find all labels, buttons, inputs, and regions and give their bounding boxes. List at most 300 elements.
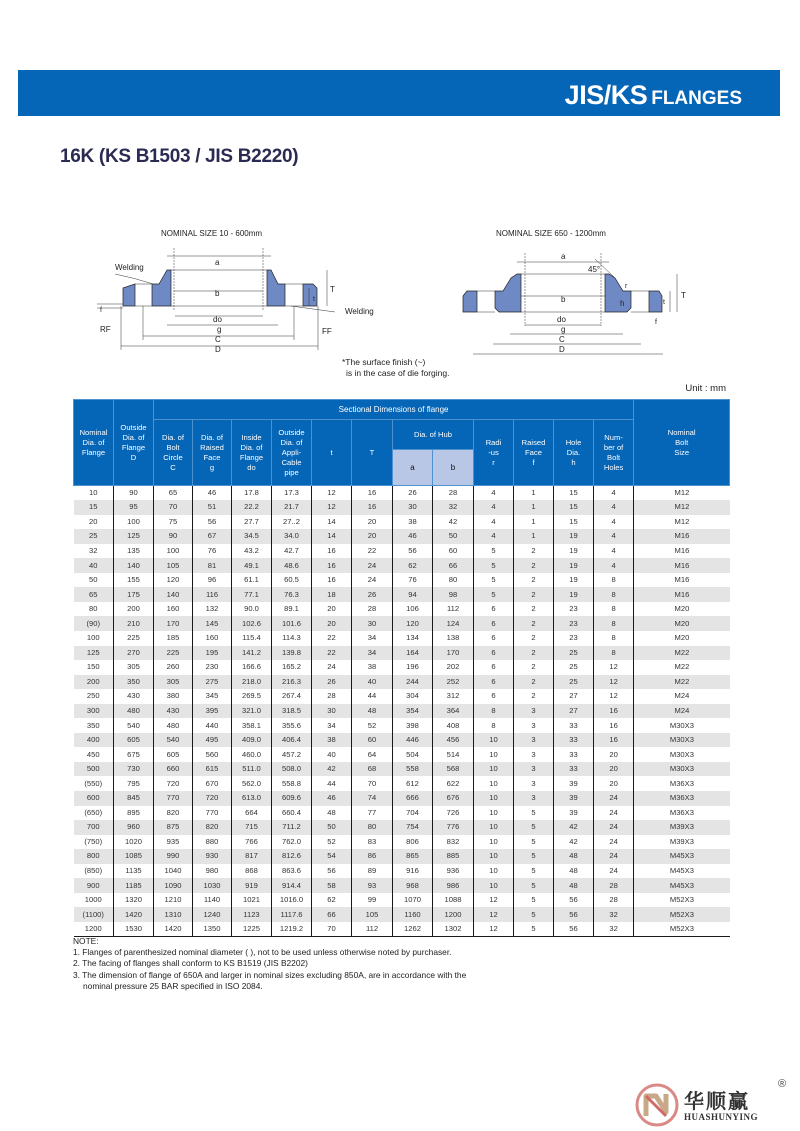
table-row (74, 558, 730, 573)
table-cell: 395 (193, 704, 232, 719)
table-cell: 112 (352, 922, 393, 937)
table-cell: 1117.6 (272, 907, 312, 922)
table-cell: 10 (474, 776, 514, 791)
table-cell: 202 (433, 660, 474, 675)
table-cell: 51 (193, 500, 232, 515)
table-cell: 19 (554, 529, 594, 544)
table-cell: 50 (312, 820, 352, 835)
table-cell: 89 (352, 864, 393, 879)
table-row (74, 704, 730, 719)
table-cell: 558.8 (272, 776, 312, 791)
table-cell: 2 (514, 660, 554, 675)
table-cell: 762.0 (272, 835, 312, 850)
table-cell: 24 (594, 820, 634, 835)
svg-text:T: T (330, 285, 335, 294)
svg-text:D: D (559, 345, 565, 354)
table-cell: 65 (74, 587, 114, 602)
table-cell: 100 (154, 544, 193, 559)
table-cell: M52X3 (634, 893, 730, 908)
table-cell: 914.4 (272, 878, 312, 893)
table-cell: 2 (514, 587, 554, 602)
table-cell: 5 (474, 544, 514, 559)
table-cell: 22 (312, 646, 352, 661)
table-cell: 56 (554, 893, 594, 908)
surface-finish-note (342, 357, 449, 379)
table-cell: 10 (474, 806, 514, 821)
table-cell: 15 (554, 515, 594, 530)
table-cell: 112 (433, 602, 474, 617)
table-cell: 10 (474, 762, 514, 777)
page-title: 16K (KS B1503 / JIS B2220) (60, 146, 299, 167)
table-cell: 80 (74, 602, 114, 617)
table-cell: 275 (193, 675, 232, 690)
table-cell: 28 (433, 486, 474, 501)
table-cell: 358.1 (232, 718, 272, 733)
table-row (74, 806, 730, 821)
table-cell: 5 (514, 907, 554, 922)
svg-text:g: g (561, 325, 566, 334)
table-cell: 605 (114, 733, 154, 748)
table-cell: 94 (393, 587, 433, 602)
table-cell: 100 (114, 515, 154, 530)
table-cell: 244 (393, 675, 433, 690)
table-cell: M30X3 (634, 762, 730, 777)
table-cell: 1200 (433, 907, 474, 922)
table-cell: 50 (433, 529, 474, 544)
table-cell: 16 (312, 573, 352, 588)
table-cell: 15 (554, 486, 594, 501)
table-cell: 139.8 (272, 646, 312, 661)
table-cell: 450 (74, 747, 114, 762)
table-cell: (750) (74, 835, 114, 850)
svg-text:C: C (559, 335, 565, 344)
table-cell: 134 (393, 631, 433, 646)
table-cell: 355.6 (272, 718, 312, 733)
company-logo (632, 1080, 797, 1130)
col-raised-face-f: Raised Face f (514, 420, 554, 486)
table-cell: 48 (554, 849, 594, 864)
table-cell: 820 (193, 820, 232, 835)
table-cell: 612 (393, 776, 433, 791)
table-cell: 260 (154, 660, 193, 675)
table-cell: M30X3 (634, 747, 730, 762)
table-cell: 806 (393, 835, 433, 850)
table-cell: 968 (393, 878, 433, 893)
col-outside-dia-d: Outside Dia. of Flange D (114, 400, 154, 486)
table-row (74, 791, 730, 806)
table-cell: 6 (474, 616, 514, 631)
table-cell: 754 (393, 820, 433, 835)
table-cell: 75 (154, 515, 193, 530)
table-cell: 664 (232, 806, 272, 821)
table-cell: 919 (232, 878, 272, 893)
table-cell: 3 (514, 762, 554, 777)
table-cell: 32 (433, 500, 474, 515)
table-cell: 6 (474, 631, 514, 646)
table-cell: 24 (312, 660, 352, 675)
table-cell: 1135 (114, 864, 154, 879)
table-cell: 730 (114, 762, 154, 777)
table-cell: 770 (193, 806, 232, 821)
col-outside-dia-pipe: Outside Dia. of Appli- Cable pipe (272, 420, 312, 486)
table-cell: 70 (352, 776, 393, 791)
banner-title-main: JIS/KS (564, 80, 648, 110)
table-cell: 1 (514, 486, 554, 501)
table-cell: 4 (594, 558, 634, 573)
table-cell: 62 (393, 558, 433, 573)
table-cell: 817 (232, 849, 272, 864)
table-cell: 48 (312, 806, 352, 821)
table-cell: 225 (154, 646, 193, 661)
table-cell: 700 (74, 820, 114, 835)
table-cell: 615 (193, 762, 232, 777)
table-cell: 406.4 (272, 733, 312, 748)
table-cell: 34 (352, 631, 393, 646)
table-cell: 4 (594, 486, 634, 501)
table-row (74, 718, 730, 733)
table-cell: M22 (634, 675, 730, 690)
table-row (74, 675, 730, 690)
table-cell: M22 (634, 646, 730, 661)
table-cell: (850) (74, 864, 114, 879)
table-cell: 10 (74, 486, 114, 501)
table-cell: 558 (393, 762, 433, 777)
table-cell: 1 (514, 515, 554, 530)
table-cell: M36X3 (634, 791, 730, 806)
table-cell: 70 (312, 922, 352, 937)
table-cell: 17.8 (232, 486, 272, 501)
svg-text:r: r (625, 283, 628, 290)
table-cell: 60 (433, 544, 474, 559)
header-banner (18, 70, 780, 116)
table-cell: 1262 (393, 922, 433, 937)
table-cell: M45X3 (634, 849, 730, 864)
table-cell: 514 (433, 747, 474, 762)
table-cell: M20 (634, 602, 730, 617)
table-cell: 76 (193, 544, 232, 559)
table-cell: 560 (193, 747, 232, 762)
col-hub-b: b (433, 450, 474, 486)
surface-note-line-1: *The surface finish (~) (342, 357, 426, 367)
table-cell: 93 (352, 878, 393, 893)
table-cell: 304 (393, 689, 433, 704)
table-cell: 8 (594, 616, 634, 631)
table-cell: 24 (594, 806, 634, 821)
table-cell: 8 (594, 646, 634, 661)
table-cell: 2 (514, 558, 554, 573)
table-cell: 77 (352, 806, 393, 821)
col-hole-dia-h: Hole Dia. h (554, 420, 594, 486)
svg-text:b: b (561, 295, 566, 304)
table-cell: 27 (554, 689, 594, 704)
table-cell: 5 (514, 806, 554, 821)
table-cell: 40 (352, 675, 393, 690)
table-cell: 776 (433, 820, 474, 835)
table-cell: 24 (594, 835, 634, 850)
table-cell: M52X3 (634, 907, 730, 922)
table-cell: 80 (352, 820, 393, 835)
svg-text:FF: FF (322, 327, 332, 336)
table-cell: 456 (433, 733, 474, 748)
table-cell: 460.0 (232, 747, 272, 762)
diagram-caption-large: NOMINAL SIZE 650 - 1200mm (496, 229, 606, 238)
table-cell: 114.3 (272, 631, 312, 646)
svg-text:f: f (655, 319, 657, 326)
table-cell: 216.3 (272, 675, 312, 690)
table-cell: M20 (634, 631, 730, 646)
table-cell: 770 (154, 791, 193, 806)
table-cell: 23 (554, 616, 594, 631)
table-row (74, 893, 730, 908)
table-cell: 1 (514, 529, 554, 544)
table-cell: 125 (114, 529, 154, 544)
table-cell: 2 (514, 631, 554, 646)
table-cell: 16 (352, 500, 393, 515)
table-row (74, 733, 730, 748)
table-cell: 60.5 (272, 573, 312, 588)
table-cell: (1100) (74, 907, 114, 922)
table-cell: 160 (193, 631, 232, 646)
table-cell: 33 (554, 762, 594, 777)
table-cell: 2 (514, 616, 554, 631)
flange-diagram-large (455, 226, 705, 356)
col-t: t (312, 420, 352, 486)
table-cell: 10 (474, 747, 514, 762)
table-cell: 269.5 (232, 689, 272, 704)
table-cell: 21.7 (272, 500, 312, 515)
table-cell: 39 (554, 806, 594, 821)
table-cell: 64 (352, 747, 393, 762)
table-row (74, 849, 730, 864)
table-cell: 6 (474, 689, 514, 704)
table-cell: 150 (74, 660, 114, 675)
table-cell: 305 (154, 675, 193, 690)
table-cell: M30X3 (634, 733, 730, 748)
table-cell: 880 (193, 835, 232, 850)
table-row (74, 573, 730, 588)
table-cell: 930 (193, 849, 232, 864)
table-cell: 20 (594, 776, 634, 791)
flange-cross-section-icon (95, 226, 375, 356)
table-cell: 62 (312, 893, 352, 908)
table-cell: 68 (352, 762, 393, 777)
table-cell: 115.4 (232, 631, 272, 646)
table-cell: 16 (594, 718, 634, 733)
table-cell: 48.6 (272, 558, 312, 573)
table-cell: 90 (154, 529, 193, 544)
table-cell: 568 (433, 762, 474, 777)
table-cell: 4 (594, 500, 634, 515)
table-cell: 270 (114, 646, 154, 661)
table-cell: 39 (554, 791, 594, 806)
table-cell: 4 (474, 500, 514, 515)
table-cell: 44 (352, 689, 393, 704)
table-cell: 2 (514, 573, 554, 588)
table-cell: 345 (193, 689, 232, 704)
table-row (74, 747, 730, 762)
table-cell: 81 (193, 558, 232, 573)
table-cell: 267.4 (272, 689, 312, 704)
table-cell: 32 (74, 544, 114, 559)
table-cell: 30 (312, 704, 352, 719)
table-cell: 20 (594, 747, 634, 762)
table-cell: 17.3 (272, 486, 312, 501)
table-cell: 52 (312, 835, 352, 850)
table-cell: 96 (193, 573, 232, 588)
flange-cross-section-large-icon (455, 226, 705, 356)
table-cell: 170 (433, 646, 474, 661)
svg-text:do: do (213, 315, 222, 324)
table-cell: 10 (474, 835, 514, 850)
svg-text:do: do (557, 315, 566, 324)
table-cell: 5 (514, 878, 554, 893)
unit-label: Unit : mm (685, 383, 726, 394)
table-cell: 22 (352, 544, 393, 559)
table-cell: 33 (554, 747, 594, 762)
svg-text:b: b (215, 289, 220, 298)
table-cell: M39X3 (634, 835, 730, 850)
table-cell: 124 (433, 616, 474, 631)
table-cell: 38 (312, 733, 352, 748)
table-cell: 27.7 (232, 515, 272, 530)
table-cell: 1070 (393, 893, 433, 908)
svg-text:Welding: Welding (345, 307, 374, 316)
table-cell: 48 (554, 878, 594, 893)
table-cell: 1420 (114, 907, 154, 922)
table-cell: 67 (193, 529, 232, 544)
table-cell: 80 (433, 573, 474, 588)
table-cell: 26 (352, 587, 393, 602)
table-row (74, 820, 730, 835)
table-row (74, 878, 730, 893)
col-nominal-dia: Nominal Dia. of Flange (74, 400, 114, 486)
table-cell: 18 (312, 587, 352, 602)
table-row (74, 762, 730, 777)
table-cell: M16 (634, 587, 730, 602)
svg-text:T: T (681, 291, 686, 300)
table-cell: 46 (312, 791, 352, 806)
table-cell: 40 (312, 747, 352, 762)
table-cell: 409.0 (232, 733, 272, 748)
table-cell: 102.6 (232, 616, 272, 631)
svg-text:f: f (100, 307, 102, 314)
table-cell: 230 (193, 660, 232, 675)
table-cell: 3 (514, 791, 554, 806)
table-cell: 24 (352, 573, 393, 588)
table-cell: 24 (352, 558, 393, 573)
table-cell: 726 (433, 806, 474, 821)
table-cell: 34.5 (232, 529, 272, 544)
table-cell: 5 (514, 893, 554, 908)
table-cell: M16 (634, 558, 730, 573)
table-cell: 10 (474, 820, 514, 835)
table-cell: 1225 (232, 922, 272, 937)
table-cell: 6 (474, 660, 514, 675)
table-cell: 33 (554, 733, 594, 748)
table-cell: 26 (312, 675, 352, 690)
table-cell: 795 (114, 776, 154, 791)
table-cell: 1140 (193, 893, 232, 908)
table-cell: 4 (594, 529, 634, 544)
table-cell: 56 (554, 922, 594, 937)
banner-title-sub: FLANGES (651, 88, 742, 109)
table-cell: 398 (393, 718, 433, 733)
table-cell: 76.3 (272, 587, 312, 602)
table-cell: 1021 (232, 893, 272, 908)
logo-chinese-name: 华顺赢 (684, 1089, 750, 1113)
table-cell: 120 (393, 616, 433, 631)
table-cell: 720 (154, 776, 193, 791)
table-cell: 8 (474, 718, 514, 733)
table-cell: 495 (193, 733, 232, 748)
table-cell: 20 (352, 529, 393, 544)
table-cell: 28 (352, 602, 393, 617)
table-cell: 20 (312, 602, 352, 617)
table-cell: 90 (114, 486, 154, 501)
table-cell: 605 (154, 747, 193, 762)
table-cell: 225 (114, 631, 154, 646)
svg-text:t: t (313, 296, 315, 303)
table-cell: 42 (554, 835, 594, 850)
table-cell: M36X3 (634, 776, 730, 791)
table-cell: M16 (634, 573, 730, 588)
table-cell: 600 (74, 791, 114, 806)
table-cell: 8 (474, 704, 514, 719)
table-cell: 120 (154, 573, 193, 588)
table-cell: 321.0 (232, 704, 272, 719)
table-row (74, 631, 730, 646)
table-cell: 1240 (193, 907, 232, 922)
table-cell: 155 (114, 573, 154, 588)
table-cell: 195 (193, 646, 232, 661)
col-nominal-bolt-size: Nominal Bolt Size (634, 400, 730, 486)
table-cell: 20 (312, 616, 352, 631)
table-cell: 16 (312, 558, 352, 573)
diagram-caption-small: NOMINAL SIZE 10 - 600mm (161, 229, 263, 238)
table-cell: 105 (352, 907, 393, 922)
table-cell: M36X3 (634, 806, 730, 821)
table-cell: 30 (352, 616, 393, 631)
table-cell: 5 (514, 864, 554, 879)
table-cell: 14 (312, 529, 352, 544)
table-cell: 70 (154, 500, 193, 515)
table-cell: 42 (433, 515, 474, 530)
registered-mark: ® (778, 1078, 787, 1090)
table-row (74, 835, 730, 850)
table-cell: 20 (594, 762, 634, 777)
table-cell: 960 (114, 820, 154, 835)
table-cell: 19 (554, 544, 594, 559)
table-cell: 20 (74, 515, 114, 530)
table-cell: 90.0 (232, 602, 272, 617)
table-row (74, 529, 730, 544)
table-cell: 140 (114, 558, 154, 573)
col-hub-a: a (393, 450, 433, 486)
table-row (74, 922, 730, 937)
table-cell: 980 (193, 864, 232, 879)
table-cell: 3 (514, 733, 554, 748)
table-cell: 863.6 (272, 864, 312, 879)
table-cell: 1090 (154, 878, 193, 893)
table-cell: 116 (193, 587, 232, 602)
table-cell: 2 (514, 675, 554, 690)
table-cell: 39 (554, 776, 594, 791)
table-cell: 83 (352, 835, 393, 850)
table-cell: 3 (514, 704, 554, 719)
table-cell: 252 (433, 675, 474, 690)
table-cell: 125 (74, 646, 114, 661)
table-cell: M22 (634, 660, 730, 675)
